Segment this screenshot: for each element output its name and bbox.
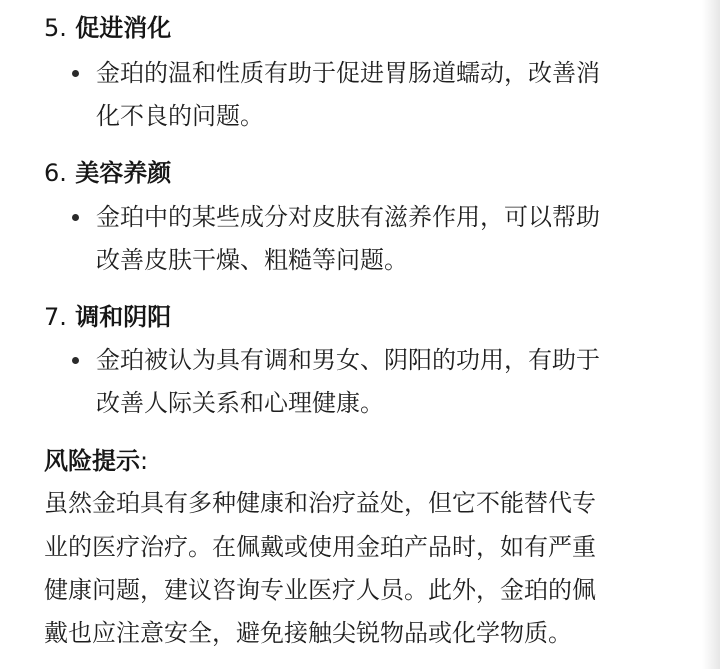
- section-title: 调和阴阳: [75, 303, 172, 331]
- risk-text-line: 虽然金珀具有多种健康和治疗益处，但它不能替代专: [44, 489, 596, 517]
- section-number: 6.: [44, 159, 67, 187]
- risk-title: 风险提示: [44, 447, 140, 475]
- section-title: 美容养颜: [75, 159, 172, 187]
- bullet-text-line: 金珀被认为具有调和男女、阴阳的功用，有助于: [96, 346, 600, 374]
- risk-heading: [44, 445, 148, 477]
- scroll-edge-shadow: [702, 0, 720, 669]
- bullet-text-line: 化不良的问题。: [96, 102, 264, 130]
- bullet-text-line: 金珀的温和性质有助于促进胃肠道蠕动，改善消: [96, 59, 600, 87]
- section-heading: [44, 12, 171, 44]
- risk-text-line: 健康问题，建议咨询专业医疗人员。此外，金珀的佩: [44, 576, 596, 604]
- section-heading: [44, 301, 171, 333]
- bullet-text-line: 金珀中的某些成分对皮肤有滋养作用，可以帮助: [96, 203, 600, 231]
- bullet-text-line: 改善皮肤干燥、粗糙等问题。: [96, 246, 408, 274]
- bullet-icon: [72, 214, 79, 221]
- risk-text-line: 戴也应注意安全，避免接触尖锐物品或化学物质。: [44, 619, 572, 647]
- section-title: 促进消化: [75, 14, 172, 42]
- section-heading: [44, 157, 171, 189]
- bullet-text-line: 改善人际关系和心理健康。: [96, 389, 384, 417]
- risk-text-line: 业的医疗治疗。在佩戴或使用金珀产品时，如有严重: [44, 533, 596, 561]
- risk-colon: :: [140, 447, 149, 475]
- section-number: 5.: [44, 14, 67, 42]
- section-number: 7.: [44, 303, 67, 331]
- bullet-icon: [72, 357, 79, 364]
- bullet-icon: [72, 70, 79, 77]
